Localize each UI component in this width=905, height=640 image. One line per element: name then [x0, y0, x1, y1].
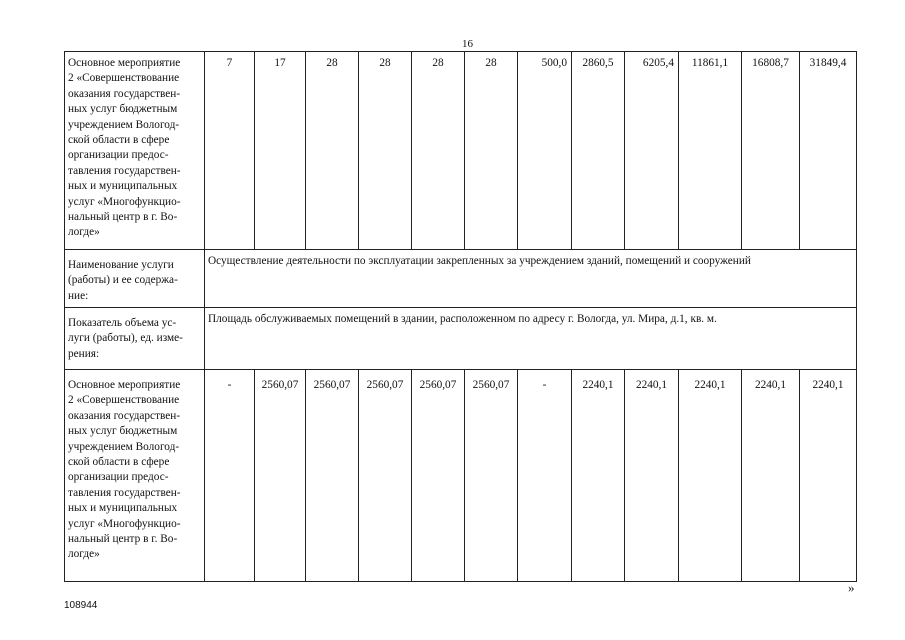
table-cell: 11861,1 [679, 52, 742, 250]
table-cell: 2860,5 [572, 52, 625, 250]
table-cell: 2240,1 [800, 370, 857, 582]
table-row [65, 308, 857, 370]
data-table [64, 51, 857, 582]
row-label: Основное мероприятие 2 «Совершенствование оказания государствен- ных услуг бюджетным учреждением Вологод- ской области в сфере организации предос- тавления государствен- ных и муниципальных услуг «Многофункцио- нальный центр в г. Во- логде» [65, 370, 205, 582]
table-cell: 28 [306, 52, 359, 250]
row-label: Показатель объема ус- луги (работы), ед. изме- рения: [65, 308, 205, 370]
table-cell: - [205, 370, 255, 582]
table-cell: 2560,07 [255, 370, 306, 582]
table-cell: 2560,07 [465, 370, 518, 582]
table-cell: 31849,4 [800, 52, 857, 250]
table-cell: 17 [255, 52, 306, 250]
table-cell: 2240,1 [625, 370, 679, 582]
table-cell: 2560,07 [412, 370, 465, 582]
table-cell: 2240,1 [679, 370, 742, 582]
table-cell: 2240,1 [742, 370, 800, 582]
document-code: 108944 [64, 600, 98, 611]
table-row [65, 370, 857, 582]
volume-indicator: Площадь обслуживаемых помещений в здании, расположенном по адресу г. Вологда, ул. Мира, д.1, кв. м. [205, 308, 857, 370]
table-cell: 28 [465, 52, 518, 250]
table-cell: 28 [412, 52, 465, 250]
table-cell: 6205,4 [625, 52, 679, 250]
closing-quote: » [848, 580, 855, 595]
table-cell: 2560,07 [359, 370, 412, 582]
table-cell: 2240,1 [572, 370, 625, 582]
service-description: Осуществление деятельности по эксплуатации закрепленных за учреждением зданий, помещений и сооружений [205, 250, 857, 308]
table-cell: 500,0 [518, 52, 572, 250]
row-label: Наименование услуги (работы) и ее содержа- ние: [65, 250, 205, 308]
table-cell: 28 [359, 52, 412, 250]
row-label: Основное мероприятие 2 «Совершенствование оказания государствен- ных услуг бюджетным учреждением Вологод- ской области в сфере организации предос- тавления государствен- ных и муниципальных услуг «Многофункцио- нальный центр в г. Во- логде» [65, 52, 205, 250]
table-cell: 7 [205, 52, 255, 250]
table-cell: 2560,07 [306, 370, 359, 582]
table-cell: 16808,7 [742, 52, 800, 250]
table-row [65, 52, 857, 250]
table-row [65, 250, 857, 308]
table-cell: - [518, 370, 572, 582]
page-number: 16 [462, 38, 473, 50]
